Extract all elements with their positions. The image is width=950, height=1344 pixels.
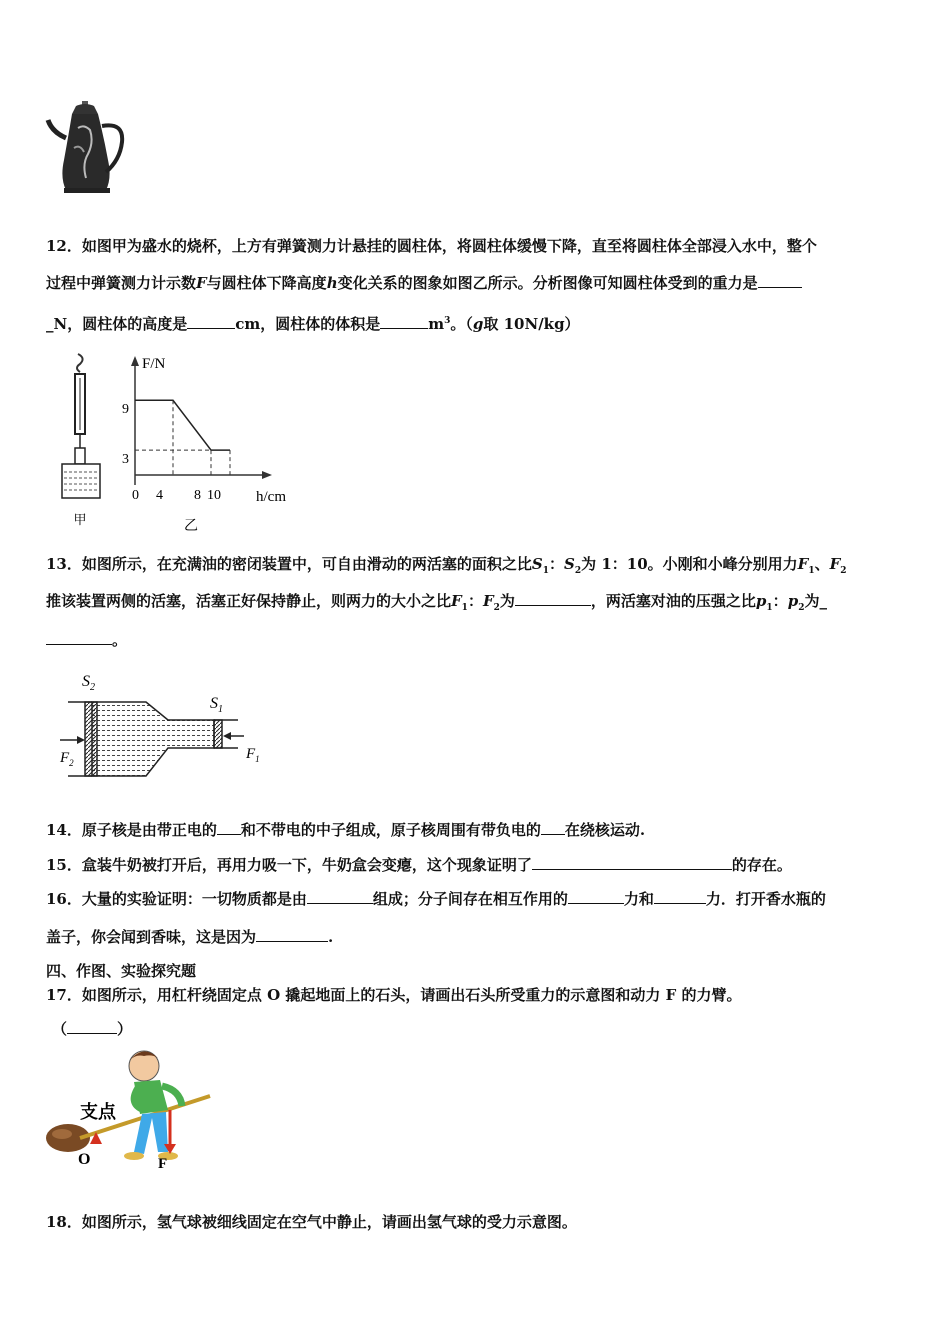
fig-label-jia: 甲 xyxy=(73,512,87,527)
q14: 14．原子核是由带正电的 和不带电的中子组成，原子核周围有带负电的 在绕核运动. xyxy=(46,821,646,839)
point-O-label: O xyxy=(78,1151,91,1168)
q16-blank-1[interactable] xyxy=(307,889,373,904)
x-axis-label: h/cm xyxy=(256,489,286,505)
fig-S2-label: $S_2$ xyxy=(82,673,95,693)
force-F-label: F xyxy=(158,1156,168,1172)
guide-lines xyxy=(135,400,230,475)
teapot-illustration xyxy=(44,98,128,198)
hook-icon xyxy=(77,354,83,372)
q16-blank-2[interactable] xyxy=(568,889,624,904)
y-axis-arrow xyxy=(131,356,139,366)
q16-blank-3[interactable] xyxy=(654,889,706,904)
q13-figure-hydraulic xyxy=(56,668,268,790)
x-tick-10: 10 xyxy=(207,488,221,503)
cylinder xyxy=(75,448,85,464)
piston-small xyxy=(214,720,222,748)
q12-chart xyxy=(118,350,308,535)
q16-line-1: 16．大量的实验证明：一切物质都是由 组成；分子间存在相互作用的 力和 力．打开香水瓶的 xyxy=(46,890,826,908)
q16-blank-4[interactable] xyxy=(256,927,328,942)
q13-line-3: 。 xyxy=(46,630,127,650)
fig-F2-label: $F_2$ xyxy=(60,750,74,768)
x-tick-4: 4 xyxy=(156,488,163,503)
fig-F1-label: $F_1$ xyxy=(246,746,260,764)
q17-blank[interactable] xyxy=(67,1019,117,1034)
q12-blank-volume[interactable] xyxy=(380,314,428,329)
q17-answer: （ ） xyxy=(52,1020,133,1038)
q15-blank[interactable] xyxy=(532,855,732,870)
pivot-label: 支点 xyxy=(80,1102,116,1122)
q13-blank-force-ratio[interactable] xyxy=(515,591,591,606)
q12-blank-weight[interactable] xyxy=(758,273,802,288)
q13-blank-pressure-ratio[interactable] xyxy=(46,630,112,645)
beaker xyxy=(62,464,100,498)
q17-text: 17．如图所示，用杠杆绕固定点 O 撬起地面上的石头，请画出石头所受重力的示意图和动力 F 的力臂。 xyxy=(46,986,742,1004)
fig-S1-label: $S_1$ xyxy=(210,695,223,715)
q12-figure-jia xyxy=(56,352,112,532)
q17-figure-lever xyxy=(44,1046,219,1172)
q14-blank-1[interactable] xyxy=(217,820,241,835)
x-axis-arrow xyxy=(262,471,272,479)
q14-blank-2[interactable] xyxy=(541,820,565,835)
y-axis-label: F/N xyxy=(142,356,166,372)
y-tick-9: 9 xyxy=(122,402,129,417)
section-heading: 四、作图、实验探究题 xyxy=(46,962,197,980)
fig-label-yi: 乙 xyxy=(184,519,198,534)
q12-line-2: 过程中弹簧测力计示数F与圆柱体下降高度h变化关系的图象如图乙所示。分析图像可知圆柱体受到的重力是 xyxy=(46,273,802,293)
q12-blank-height[interactable] xyxy=(187,314,235,329)
q16-line-2: 盖子，你会闻到香味，这是因为 . xyxy=(46,928,334,946)
q12-line-3: _N，圆柱体的高度是 cm，圆柱体的体积是 $m^3$。（g取 10N/kg） xyxy=(46,315,580,333)
series-line xyxy=(135,400,230,450)
piston-large xyxy=(85,702,97,776)
q13-line-2: 推该装置两侧的活塞，活塞正好保持静止，则两力的大小之比$F_1$：$F_2$为 ，两活塞对油的压强之比$p_1$：$p_2$为_ xyxy=(46,592,827,613)
x-tick-8: 8 xyxy=(194,488,201,503)
q15: 15．盒装牛奶被打开后，再用力吸一下，牛奶盒会变瘪，这个现象证明了 的存在。 xyxy=(46,856,792,874)
q13-line-1: 13．如图所示，在充满油的密闭装置中，可自由滑动的两活塞的面积之比$S_1$：$S_2$为 1：10。小刚和小峰分别用力$F_1$、$F_2$ xyxy=(46,555,847,576)
x-tick-0: 0 xyxy=(132,488,139,503)
y-tick-3: 3 xyxy=(122,452,129,467)
q18-text: 18．如图所示，氢气球被细线固定在空气中静止，请画出氢气球的受力示意图。 xyxy=(46,1213,577,1231)
q12-line-1: 12．如图甲为盛水的烧杯，上方有弹簧测力计悬挂的圆柱体，将圆柱体缓慢下降，直至将圆柱体全部浸入水中，整个 xyxy=(46,237,817,255)
